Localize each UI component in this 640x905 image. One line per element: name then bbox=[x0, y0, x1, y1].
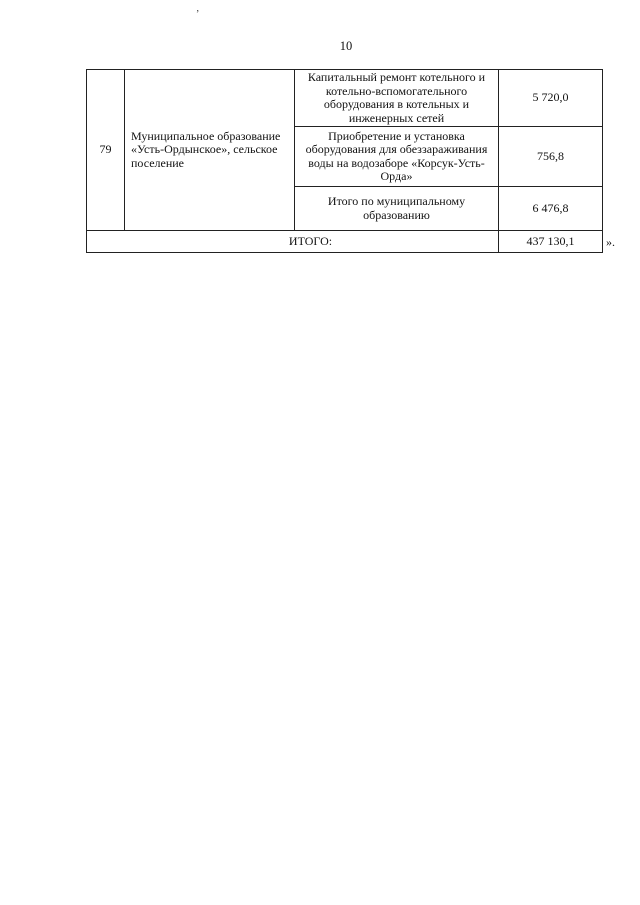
item-description: Приобретение и установка оборудования для обеззараживания воды на водозаборе «Корсук-Усть-Орда» bbox=[295, 127, 499, 187]
subtotal-label: Итого по муниципальному образованию bbox=[295, 187, 499, 231]
total-row bbox=[87, 231, 603, 253]
budget-table bbox=[86, 69, 602, 253]
item-amount: 5 720,0 bbox=[499, 70, 603, 127]
closing-quote: ». bbox=[606, 235, 615, 249]
stray-mark: ʼ bbox=[196, 9, 200, 20]
item-amount: 756,8 bbox=[499, 127, 603, 187]
item-description: Капитальный ремонт котельного и котельно-вспомогательного оборудования в котельных и инженерных сетей bbox=[295, 70, 499, 127]
total-amount: 437 130,1 bbox=[499, 231, 603, 253]
allocation-table bbox=[86, 69, 603, 253]
page-number: 10 bbox=[339, 39, 353, 53]
subtotal-amount: 6 476,8 bbox=[499, 187, 603, 231]
municipality-name: Муниципальное образование «Усть-Ордынское», сельское поселение bbox=[125, 70, 295, 231]
table-row bbox=[87, 70, 603, 127]
entry-number: 79 bbox=[87, 70, 125, 231]
total-label: ИТОГО: bbox=[87, 231, 499, 253]
